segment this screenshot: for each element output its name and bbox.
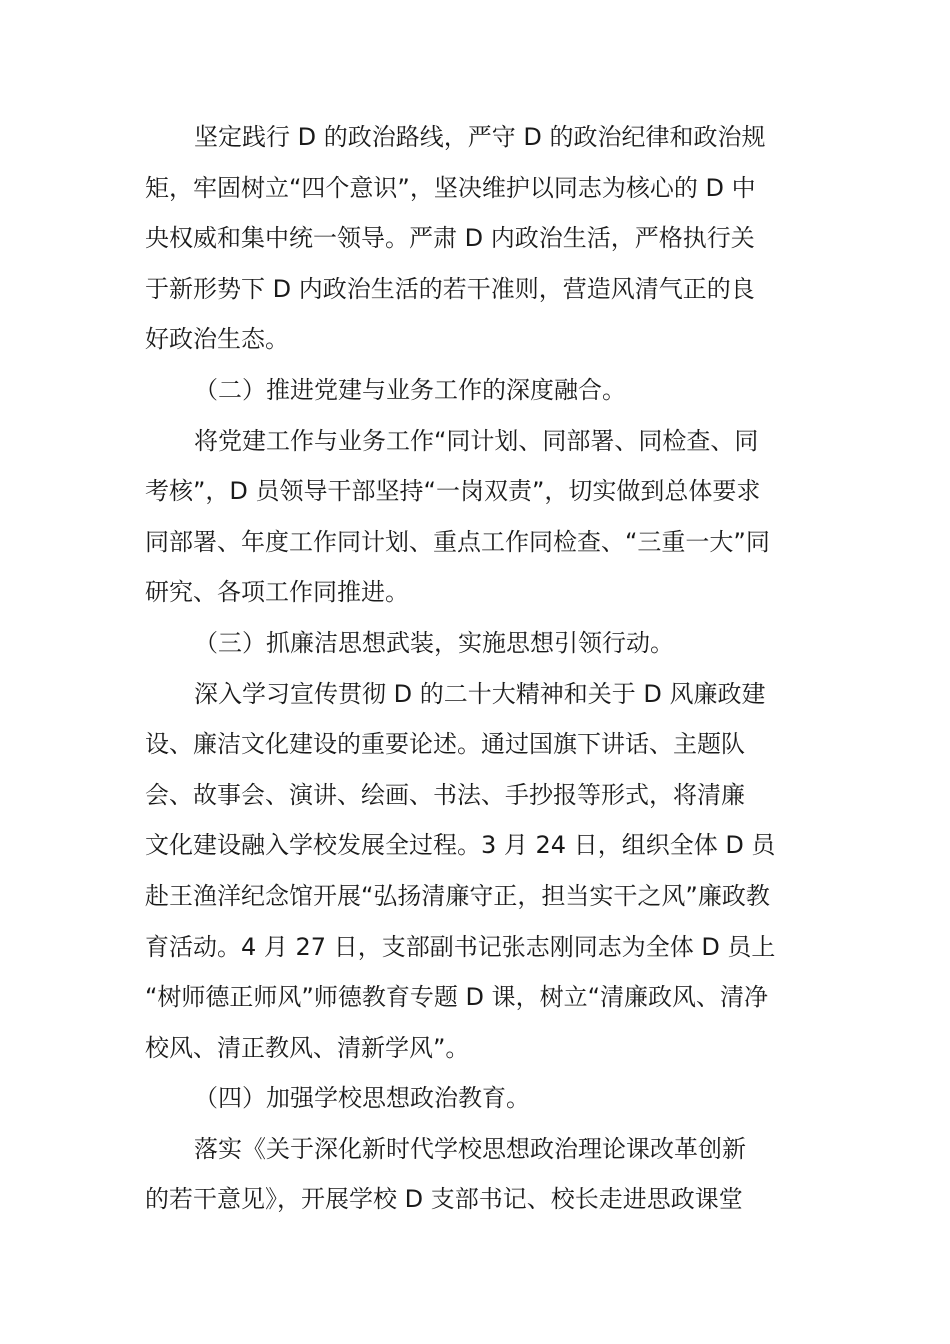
text-line: 文化建设融入学校发展全过程。3 月 24 日，组织全体 D 员 [145, 831, 776, 860]
text-line: 深入学习宣传贯彻 D 的二十大精神和关于 D 风廉政建 [194, 679, 766, 708]
text-line: 好政治生态。 [145, 325, 289, 354]
text-line: 的若干意见》，开展学校 D 支部书记、校长走进思政课堂 [145, 1185, 743, 1214]
text-line: 同部署、年度工作同计划、重点工作同检查、“三重一大”同 [145, 527, 770, 556]
text-line: 坚定践行 D 的政治路线，严守 D 的政治纪律和政治规 [194, 123, 766, 151]
section-heading-2: （二）推进党建与业务工作的深度融合。 [194, 375, 626, 404]
text-line: 矩，牢固树立“四个意识”，坚决维护以同志为核心的 D 中 [145, 173, 756, 202]
text-line: 设、廉洁文化建设的重要论述。通过国旗下讲话、主题队 [145, 730, 745, 759]
text-line: 赴王渔洋纪念馆开展“弘扬清廉守正，担当实干之风”廉政教 [145, 881, 770, 910]
text-line: 校风、清正教风、清新学风”。 [145, 1033, 470, 1062]
text-line: “树师德正师风”师德教育专题 D 课，树立“清廉政风、清净 [145, 983, 769, 1012]
text-line: 考核”，D 员领导干部坚持“一岗双责”，切实做到总体要求 [145, 477, 761, 506]
text-line: 落实《关于深化新时代学校思想政治理论课改革创新 [194, 1134, 746, 1163]
text-line: 研究、各项工作同推进。 [145, 578, 409, 607]
text-line: 会、故事会、演讲、绘画、书法、手抄报等形式，将清廉 [145, 780, 745, 809]
text-line: 于新形势下 D 内政治生活的若干准则，营造风清气正的良 [145, 274, 755, 303]
document-page [145, 112, 807, 1225]
section-heading-4: （四）加强学校思想政治教育。 [194, 1084, 530, 1113]
section-heading-3: （三）抓廉洁思想武装，实施思想引领行动。 [194, 628, 674, 657]
text-line: 将党建工作与业务工作“同计划、同部署、同检查、同 [194, 426, 759, 455]
text-line: 央权威和集中统一领导。严肃 D 内政治生活，严格执行关 [145, 224, 755, 253]
text-line: 育活动。4 月 27 日，支部副书记张志刚同志为全体 D 员上 [145, 932, 776, 961]
